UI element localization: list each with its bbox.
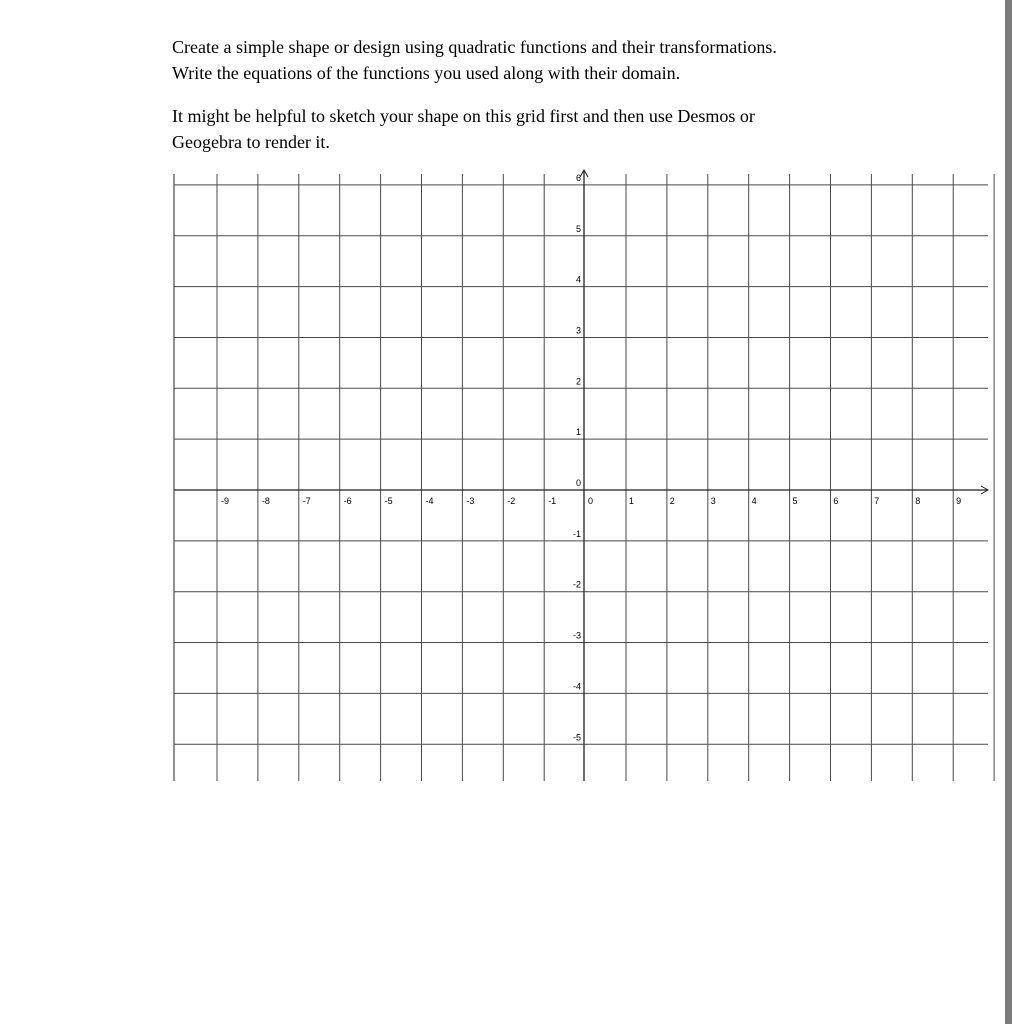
instruction-line: It might be helpful to sketch your shape on this grid first and then use Desmos or: [172, 106, 755, 126]
x-tick-label: -4: [425, 496, 434, 506]
axes: [174, 170, 988, 781]
instruction-line: Write the equations of the functions you used along with their domain.: [172, 63, 681, 83]
x-axis-tick-labels: [221, 496, 961, 506]
y-tick-label: -2: [572, 579, 581, 590]
y-axis-tick-labels: [573, 173, 581, 742]
x-tick-label: 7: [874, 496, 880, 506]
x-tick-label: 3: [710, 496, 716, 506]
x-tick-label: 5: [792, 496, 798, 506]
x-tick-label: -2: [507, 496, 516, 506]
x-tick-label: 4: [751, 496, 757, 506]
x-tick-label: 2: [669, 496, 675, 506]
x-tick-label: 0: [588, 496, 594, 506]
x-tick-label: -7: [302, 496, 311, 506]
x-tick-label: 1: [628, 496, 634, 506]
y-tick-label: 5: [575, 223, 581, 234]
x-tick-label: 6: [833, 496, 839, 506]
x-tick-label: -6: [343, 496, 352, 506]
x-tick-label: -8: [261, 496, 270, 506]
y-tick-label: 4: [575, 274, 581, 285]
instruction-line: Create a simple shape or design using quadratic functions and their transformations.: [172, 37, 777, 57]
x-tick-label: 9: [956, 496, 962, 506]
x-tick-label: 8: [915, 496, 921, 506]
y-tick-label: 3: [575, 325, 581, 336]
x-tick-label: -1: [548, 496, 557, 506]
instruction-line: Geogebra to render it.: [172, 132, 330, 152]
x-tick-label: -9: [221, 496, 230, 506]
x-tick-label: -3: [466, 496, 475, 506]
y-tick-label: 2: [575, 376, 581, 387]
y-tick-label: -4: [572, 681, 581, 692]
y-tick-label: -3: [572, 630, 581, 641]
y-tick-label: 0: [575, 478, 581, 488]
x-tick-label: -5: [384, 496, 393, 506]
y-tick-label: 1: [575, 427, 581, 438]
y-tick-label: -5: [572, 732, 581, 743]
y-tick-label: -1: [572, 528, 581, 539]
window-edge: [1005, 0, 1012, 1024]
y-tick-label: 6: [575, 172, 581, 183]
